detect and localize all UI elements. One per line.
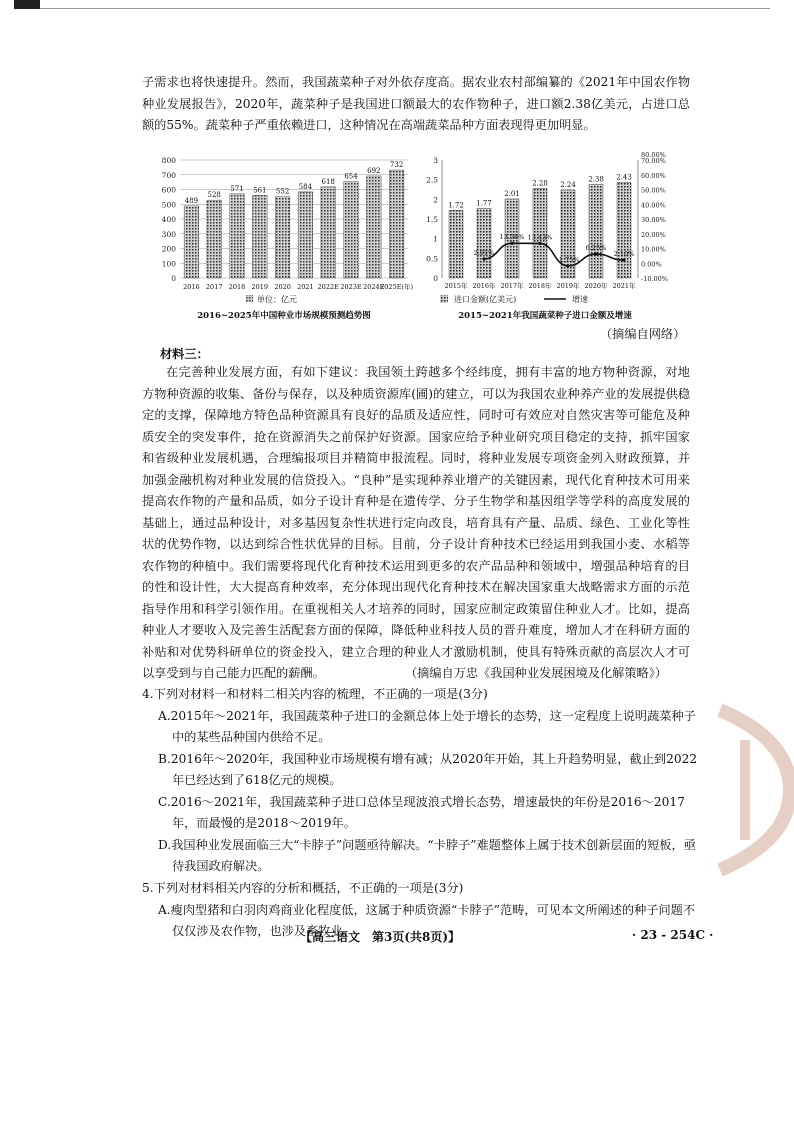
y2-tick-label: -10.00% [641,275,668,283]
data-label: 2.43 [616,173,632,182]
page-footer [0,928,794,952]
data-label: 732 [389,161,404,170]
question-4-option-b: B.2016年～2020年，我国种业市场规模有增有减；从2020年开始，其上升趋势明显，截止到2022年已经达到了618亿元的规模。 [158,751,698,787]
growth-label: 2.91% [473,248,495,257]
y-tick-label: 2 [433,195,438,205]
y2-tick-label: 70.00% [641,157,666,165]
question-4-option-a: A.2015年～2021年，我国蔬菜种子进口的金额总体上处于增长的态势，这一定程度上说明蔬菜种子中的某些品种国内供给不足。 [158,708,696,744]
source-note-1: （摘编自网络） [600,327,686,341]
y-tick-label: 0 [171,274,176,283]
x-tick-label: 2022E [317,283,339,291]
bar [617,182,631,278]
legend-label-bar: 进口金额(亿美元) [454,295,517,304]
growth-label: 6.25% [585,244,607,253]
bar [321,187,336,278]
source-note-2: （摘编自万忠《我国种业发展困境及化解策略》） [405,666,668,680]
bar [344,182,359,278]
chart-seed-import-svg [420,150,688,322]
data-label: 618 [321,177,335,186]
growth-label: 2.10% [613,250,635,259]
y-tick-label: 1.5 [426,215,438,224]
footer-page-info: 【高三语文 第3页(共8页)】 [300,930,461,944]
bar [253,195,268,278]
y2-tick-label: 10.00% [641,245,666,254]
paragraph-intro: 子需求也将快速提升。然而，我国蔬菜种子对外依存度高。据农业农村部编纂的《2021年中国农作物种业发展报告》，2020年，蔬菜种子是我国进口额最大的农作物种子，进口额2.38亿美元，占进口总额的55%。蔬菜种子严重依赖进口，这种情况在高端蔬菜品种方面表现得更加明显。 [142,75,690,132]
y2-tick-label: 0.00% [641,260,662,269]
y-tick-label: 100 [161,259,176,269]
footer-code: · 23 - 254C · [632,928,714,942]
chart-seed-import [420,150,688,322]
x-tick-label: 2023E [340,283,362,291]
data-label: 2.24 [560,180,576,189]
legend-swatch [246,295,253,302]
y-tick-label: 600 [161,185,176,195]
charts-area [150,150,685,322]
question-4-stem: 4.下列对材料一和材料二相关内容的梳理，不正确的一项是(3分) [142,687,488,701]
data-label: 2.28 [532,179,548,188]
y2-tick-label: 20.00% [641,230,666,239]
data-label: 489 [184,196,199,205]
chart-title: 2016~2025年中国种业市场规模预测趋势图 [197,311,371,321]
y-tick-label: 2.5 [426,175,438,185]
x-tick-label: 2018 [228,283,246,291]
top-edge-line [40,8,770,9]
bar [477,208,491,278]
bar [298,192,313,278]
question-4-option-c: C.2016～2021年，我国蔬菜种子进口总体呈现波浪式增长态势，增速最快的年份是2016～2017年，而最慢的是2018～2019年。 [158,794,685,830]
x-tick-label: 2018年 [528,282,552,290]
data-label: 571 [230,184,244,193]
y-tick-label: 700 [161,170,176,180]
data-label: 692 [367,166,381,175]
data-label: 2.01 [504,189,520,198]
data-label: 584 [298,182,313,191]
y-tick-label: 200 [161,244,176,254]
chart-market-size [150,150,418,322]
question-4 [142,684,698,878]
bar [184,206,199,278]
y-tick-label: 1 [433,234,438,244]
y2-tick-label: 40.00% [641,201,666,210]
bar [589,184,603,278]
data-label: 1.77 [476,199,492,208]
material-3-heading: 材料三： [160,347,209,361]
y-tick-label: 0 [433,274,438,283]
bar [449,210,463,278]
data-label: 2.38 [588,175,604,184]
y-tick-label: 400 [161,215,176,224]
question-4-option-d: D.我国种业发展面临三大“卡脖子”问题亟待解决。“卡脖子”难题整体上属于技术创新层面的短板，亟待我国政府解决。 [158,837,696,873]
data-label: 561 [253,186,267,195]
chart-title: 2015~2021年我国蔬菜种子进口金额及增速 [458,311,632,321]
data-label: 654 [344,172,358,181]
top-edge-mark [14,0,40,9]
x-tick-label: 2019年 [556,282,580,290]
paragraph-material-3: 在完善种业发展方面，有如下建议：我国领土跨越多个经纬度，拥有丰富的地方物种资源，对地方物种资源的收集、备份与保存，以及种质资源库(圃)的建立，可以为我国农业种养产业的发展提供稳定的支撑，保障地方特色品种资源具有良好的品质及适应性，同时可有效应对自然灾害等可能危及种质安全的突发事件，抢在资源消失之前保护好资源。国家应给予种业研究项目稳定的支持，抓牢国家和省级种业发展机遇，合理编报项目并精简申报流程。同时，将种业发展专项资金列入财政预算，并加强金融机构对种业发展的信贷投入。“良种”是实现种养业增产的关键因素，现代化育种技术可用来提高农作物的产量和品质，如分子设计育种是在遗传学、分子生物学和基因组学等学科的高度发展的基础上，通过品种设计，对多基因复杂性状进行定向改良，培育具有产量、品质、绿色、工业化等性状的优势作物，以达到综合性状优异的目标。目前，分子设计育种技术已经运用到我国小麦、水稻等农作物的种植中。我们需要将现代化育种技术运用到更多的农产品品种和领域中，增强品种培育的目的性和设计性，大大提高育种效率，充分体现出现代化育种技术在解决国家重大战略需求方面的示范指导作用和科学引领作用。在重视相关人才培养的同时，国家应制定政策留住种业人才。比如，提高种业人才要收入及完善生活配套方面的保障，降低种业科技人员的晋升难度，增加人才在科研方面的补贴和对优势科研单位的资金投入，建立合理的种业人才激励机制，使具有特殊贡献的高层次人才可以享受到与自己能力匹配的薪酬。 [142,365,690,680]
growth-point [566,264,569,267]
x-tick-label: 2021 [297,283,314,291]
x-tick-label: 2025E(年) [380,283,414,291]
x-tick-label: 2017 [205,283,223,291]
y2-tick-label: 50.00% [641,186,666,195]
x-tick-label: 2015年 [444,282,468,290]
growth-point [538,242,541,245]
legend-swatch-bar [440,295,448,303]
x-tick-label: 2016年 [472,282,496,290]
growth-label: 13.56% [499,233,525,242]
y2-tick-label: 30.00% [641,216,666,224]
x-tick-label: 2021年 [612,282,636,290]
growth-label: -1.75% [556,255,580,264]
data-label: 552 [275,187,290,196]
growth-point [510,242,513,245]
x-tick-label: 2019 [251,283,269,291]
growth-point [594,252,597,255]
y-tick-label: 800 [161,156,176,165]
bar [207,200,222,278]
bar [275,197,290,278]
y2-tick-label: 60.00% [641,171,666,180]
y-tick-label: 0.5 [426,254,438,264]
growth-label: 13.43% [527,233,553,242]
legend-label-line: 增速 [572,295,588,304]
watermark-stamp-icon [700,700,794,880]
y-tick-label: 300 [161,229,176,239]
question-5-option-a: A.瘦肉型猪和白羽肉鸡商业化程度低，这属于种质资源“卡脖子”范畴，可见本文所阐述的种子问题不仅仅涉及农作物，也涉及畜牧业。 [158,902,696,938]
bar [389,170,404,278]
data-label: 528 [207,191,221,200]
growth-point [622,259,625,262]
y2-tick-label: 80.00% [641,151,666,159]
growth-point [482,257,485,260]
y-tick-label: 3 [433,156,438,165]
legend-label: 单位：亿元 [257,295,297,304]
y-tick-label: 500 [161,200,176,210]
bar [230,194,245,278]
x-tick-label: 2020年 [584,282,608,290]
chart-market-size-svg [150,150,418,322]
data-label: 1.72 [448,201,464,210]
x-tick-label: 2020 [274,283,291,291]
x-tick-label: 2024E [363,283,385,291]
question-5-stem: 5.下列对材料相关内容的分析和概括，不正确的一项是(3分) [142,881,464,895]
x-tick-label: 2016 [183,283,200,291]
x-tick-label: 2017年 [500,282,524,290]
bar [367,176,382,278]
